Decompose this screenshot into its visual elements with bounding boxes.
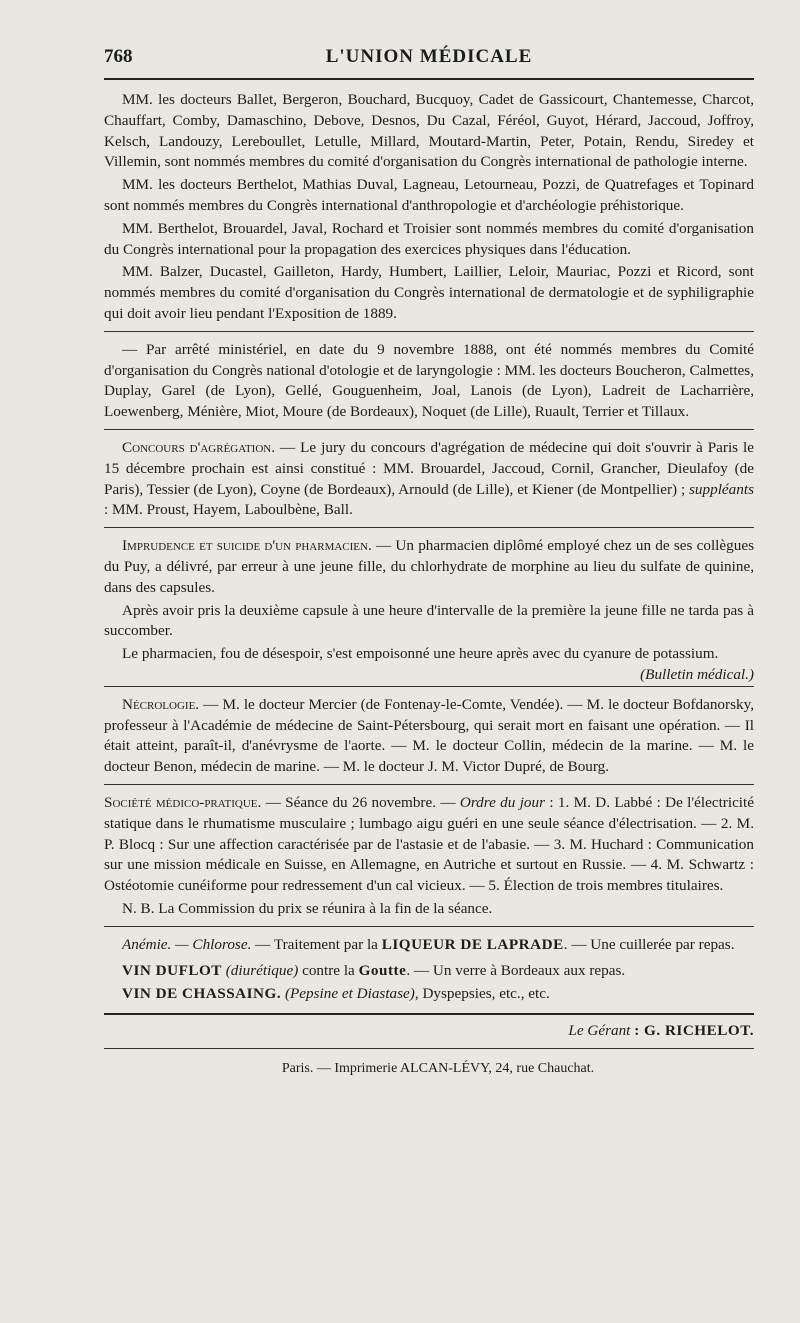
paragraph-imprudence-3	[104, 644, 754, 683]
imprint-line: Paris. — Imprimerie ALCAN-LÉVY, 24, rue Chauchat.	[281, 1060, 595, 1076]
running-title: L'UNION MÉDICALE	[325, 46, 533, 67]
ad2-goutte: Goutte	[358, 962, 407, 980]
societe-text: — Séance du 26 novembre. —	[261, 793, 460, 811]
gerant-label: Le Gérant	[568, 1022, 631, 1040]
article-body	[104, 90, 754, 1082]
section-divider	[104, 926, 754, 927]
ad3-paren: (Pepsine et Diastase)	[284, 985, 415, 1003]
paragraph-nb: N. B. La Commission du prix se réunira à la fin de la séance.	[122, 899, 493, 917]
ad3-post: , Dyspepsies, etc., etc.	[414, 985, 550, 1003]
paragraph-imprudence	[104, 536, 754, 598]
concours-text: — Le jury du concours d'agrégation de médecine qui doit s'ouvrir à Paris le 15 décembre prochain est ainsi constitué : MM. Brouardel, Jaccoud, Cornil, Grancher, Dieulafoy (de Paris), Tessier (de Lyon), Coyne (de Bordeaux), Arnould (de Lille), et Kiener (de Montpellier) ;	[104, 438, 755, 498]
section-divider	[104, 686, 754, 687]
imprint-rule	[104, 1048, 754, 1049]
paragraph-necrologie	[104, 695, 754, 778]
imprudence-source: (Bulletin médical.)	[640, 665, 754, 683]
societe-heading: Société médico-pratique.	[104, 793, 262, 811]
paragraph-dermatologie: MM. Balzer, Ducastel, Gailleton, Hardy, Humbert, Laillier, Leloir, Mauriac, Pozzi et Ricord, sont nommés membres du comité d'organisation du Congrès international de dermatologie et de syphiligraphie qui doit avoir lieu pendant l'Exposition de 1889.	[104, 263, 754, 322]
paragraph-education: MM. Berthelot, Brouardel, Javal, Rochard et Troisier sont nommés membres du comité d'organisation du Congrès international pour la propagation des exercices physiques dans l'éducation.	[104, 219, 754, 258]
section-divider	[104, 429, 754, 430]
paragraph-anthropologie: MM. les docteurs Berthelot, Mathias Duval, Lagneau, Letourneau, Pozzi, de Quatrefages et Topinard sont nommés membres du Congrès international d'anthropologie et d'archéologie préhistorique.	[104, 176, 754, 214]
imprudence-text: — Un pharmacien diplômé employé chez un de ses collègues du Puy, a délivré, par erreur à une jeune fille, du chlorhydrate de morphine au lieu du sulfate de quinine, dans des capsules.	[104, 537, 754, 596]
ad1-mid: — Traitement par la	[251, 935, 382, 953]
ad1-post: . — Une cuillerée par repas.	[563, 935, 735, 953]
necrologie-heading: Nécrologie.	[122, 695, 200, 713]
imprudence-text3: Le pharmacien, fou de désespoir, s'est empoisonné une heure après avec du cyanure de potassium.	[122, 645, 719, 663]
page-header	[104, 46, 754, 76]
societe-ordre-du-jour: Ordre du jour	[459, 793, 546, 811]
section-divider	[104, 527, 754, 528]
footer-rule	[104, 1013, 754, 1015]
concours-text2: : MM. Proust, Hayem, Laboulbène, Ball.	[104, 501, 353, 519]
header-rule	[104, 78, 754, 80]
ad-liqueur-laprade	[104, 935, 754, 956]
societe-text2: : 1. M. D. Labbé : De l'électricité statique dans le rhumatisme musculaire ; lumbago aigu guéri en une seule séance d'électrisation. — 2. M. P. Blocq : Sur une affection caractérisée par de l'astasie et de l'abasie. — 3. M. Huchard : Communication sur une mission médicale en Suisse, en Allemagne, en Autriche et surtout en Russie. — 4. M. Schwartz : Ostéotomie cunéiforme pour redressement d'un cal vicieux. — 5. Élection de trois membres titulaires.	[104, 793, 754, 895]
necrologie-text: — M. le docteur Mercier (de Fontenay-le-Comte, Vendée). — M. le docteur Bofdanorsky, professeur à l'Académie de médecine de Saint-Pétersbourg, qui serait mort en faisant une opération. — Il était atteint, paraît-il, d'anévrysme de l'aorte. — M. le docteur Collin, médecin de la marine. — M. le docteur Benon, médecin de marine. — M. le docteur J. M. Victor Dupré, de Bourg.	[104, 695, 754, 776]
ad2-post: . — Un verre à Bordeaux aux repas.	[406, 962, 626, 980]
paragraph-concours	[104, 438, 754, 521]
page-number: 768	[104, 46, 133, 67]
imprudence-heading: Imprudence et suicide d'un pharmacien.	[122, 537, 372, 555]
ad-vin-chassaing	[104, 984, 754, 1005]
gerant-name: : G. RICHELOT.	[634, 1022, 754, 1040]
section-divider	[104, 331, 754, 332]
ad2-brand: VIN DUFLOT	[122, 962, 222, 980]
ad1-pre: Anémie. — Chlorose.	[122, 935, 252, 953]
ad-vin-duflot	[104, 961, 754, 982]
section-divider	[104, 784, 754, 785]
concours-heading: Concours d'agrégation.	[122, 438, 276, 456]
paragraph-arrete: — Par arrêté ministériel, en date du 9 novembre 1888, ont été nommés membres du Comité d'organisation du Congrès national d'otologie et de laryngologie : MM. les docteurs Boucheron, Calmettes, Duplay, Garel (de Lyon), Gellé, Gouguenheim, Joal, Lanois (de Lyon), Ladreit de Lacharrière, Loewenberg, Ménière, Miot, Moure (de Bordeaux), Noquet (de Lille), Ruault, Terrier et Tillaux.	[104, 340, 754, 421]
concours-suppleants: suppléants	[689, 480, 754, 498]
gerant-line	[104, 1021, 754, 1042]
ad1-brand: LIQUEUR DE LAPRADE	[381, 935, 564, 953]
paragraph-pathologie: MM. les docteurs Ballet, Bergeron, Bouchard, Bucquoy, Cadet de Gassicourt, Chantemesse, Charcot, Chauffart, Comby, Damaschino, Debove, Desnos, Du Cazal, Féréol, Guyot, Hérard, Jaccoud, Joffroy, Kelsch, Landouzy, Lereboullet, Letulle, Millard, Moutard-Martin, Peter, Potain, Rendu, Siredey et Villemin, sont nommés membres du comité d'organisation du Congrès international de pathologie interne.	[104, 91, 754, 171]
paragraph-imprudence-2: Après avoir pris la deuxième capsule à une heure d'intervalle de la première la jeune fille ne tarda pas à succomber.	[104, 601, 754, 640]
ad3-brand: VIN DE CHASSAING.	[122, 985, 282, 1003]
paragraph-societe	[104, 793, 754, 897]
ad2-text: contre la	[298, 962, 359, 980]
ad2-paren: (diurétique)	[225, 962, 299, 980]
